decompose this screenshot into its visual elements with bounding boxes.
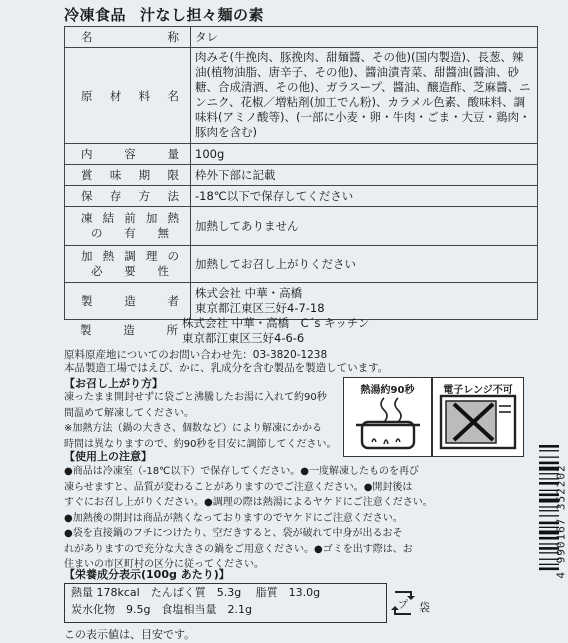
factory-name: 株式会社 中華・高橋 C´s キッチン [182, 316, 370, 330]
spec-row-cooking-needed [65, 246, 538, 283]
spec-value: タレ [191, 27, 538, 48]
nutrition-line: 熱量 178kcal たんぱく質 5.3g 脂質 13.0g [71, 586, 321, 599]
caution-line: ●袋を直接鍋のフチにつけたり、空だきすると、袋が破れて中身が出るおそ [64, 528, 403, 539]
caution-line: れがありますので充分な大きさの鍋をご用意ください。●ゴミを出す際は、お [64, 543, 413, 555]
label-header [64, 4, 264, 25]
factory-value [182, 316, 369, 346]
barcode [539, 443, 568, 603]
caution-line: ●商品は冷凍室（-18℃以下）で保存してください。●一度解凍したものを再び [64, 466, 420, 477]
factory-address: 東京都江東区三好4-6-6 [182, 331, 305, 345]
boil-caption: 熱湯約90秒 [360, 385, 415, 396]
spec-row-storage [65, 186, 538, 207]
spec-value: 100g [191, 144, 538, 165]
spec-label: 内容量 [65, 144, 191, 165]
spec-row-volume [65, 144, 538, 165]
howto-line: 間温めて解凍してください。 [64, 407, 194, 419]
microwave-caption: 電子レンジ不可 [443, 385, 513, 396]
boiling-pot-icon [344, 378, 431, 456]
caution-title: 【使用上の注意】 [64, 450, 152, 463]
nutrition-box [64, 583, 387, 623]
spec-label-line: 必要性 [91, 264, 170, 278]
caution-line: すぐにお召し上がりください。●調理の際は熱湯によるヤケドにご注意ください。 [64, 497, 433, 508]
spec-value [191, 283, 538, 320]
spec-value: 枠外下部に記載 [191, 165, 538, 186]
spec-label: 保存方法 [65, 186, 191, 207]
spec-label [65, 207, 191, 246]
spec-label: 原材料名 [65, 48, 191, 144]
howto-title: 【お召し上がり方】 [64, 377, 163, 390]
spec-row-preheated [65, 207, 538, 246]
spec-label [65, 246, 191, 283]
allergen-notice: 本品製造工場ではえび、かに、乳成分を含む製品を製造しています。 [64, 362, 389, 374]
spec-row-manufacturer [65, 283, 538, 320]
product-name: 汁なし担々麺の素 [140, 6, 265, 24]
spec-label-line: 凍結前加熱 [81, 211, 180, 225]
spec-row-ingredients [65, 48, 538, 144]
howto-line: 凍ったまま開封せずに袋ごと沸騰したお湯に入れて約90秒 [64, 392, 327, 403]
spec-value: 加熱してお召し上がりください [191, 246, 538, 283]
footer-note: この表示値は、目安です。 [64, 628, 196, 641]
origin-info [64, 349, 388, 375]
spec-label-line: 加熱調理の [81, 249, 180, 263]
spec-label: 賞味期限 [65, 165, 191, 186]
recycle-plastic-icon [389, 588, 417, 618]
spec-row-name [65, 27, 538, 48]
barcode-digits: 4 990167 352202 [554, 464, 568, 579]
spec-row-best-before [65, 165, 538, 186]
microwave-prohibited-icon [433, 378, 523, 456]
boil-icon-box [343, 377, 432, 457]
spec-value: 肉みそ(牛挽肉、豚挽肉、甜麺醬、その他)(国内製造)、長葱、辣油(植物油脂、唐辛子、その他)、醬油漬青菜、甜醬油(醬油、砂糖、合成清酒、その他)、ガラスープ、醬油、醸造酢、芝麻醬、ニンニク、花椒／増粘剤(加工でん粉)、カラメル色素、酸味料、調味料(アミノ酸等)、(一部に小麦・卵・牛肉・ごま・大豆・鶏肉・豚肉を含む) [191, 48, 538, 144]
recycle-label: 袋 [419, 601, 430, 614]
manufacturer-address: 東京都江東区三好4-7-18 [195, 301, 325, 315]
caution-line: 凍らせますと、品質が変わることがありますのでご注意ください。●開封後は [64, 481, 413, 493]
microwave-icon-box [432, 377, 524, 457]
spec-label: 名 称 [65, 27, 191, 48]
caution-line: 住まいの市区町村の区分に従ってください。 [64, 559, 264, 570]
spec-value: -18℃以下で保存してください [191, 186, 538, 207]
spec-value: 加熱してありません [191, 207, 538, 246]
category-text: 冷凍食品 [64, 6, 127, 24]
howto-text [64, 390, 337, 452]
spec-label: 製造者 [65, 283, 191, 320]
origin-contact: 原料原産地についてのお問い合わせ先：03-3820-1238 [64, 349, 328, 361]
manufacturer-name: 株式会社 中華・高橋 [195, 286, 303, 300]
factory-label: 製造所 [80, 323, 179, 337]
spec-table [64, 26, 538, 320]
caution-text [64, 464, 433, 573]
svg-text:プ: プ [398, 600, 408, 611]
spec-label-line: の有無 [91, 226, 170, 240]
howto-line: 時間は異なりますので、約90秒を目安に調節してください。 [64, 438, 337, 450]
caution-line: ●加熱後の開封は商品が熱くなっておりますのでヤケドにご注意ください。 [64, 512, 403, 524]
nutrition-title: 【栄養成分表示(100g あたり)】 [64, 568, 230, 581]
nutrition-line: 炭水化物 9.5g 食塩相当量 2.1g [71, 603, 252, 616]
howto-line: ※加熱方法（鍋の大きさ、個数など）により解凍にかかる [64, 423, 322, 434]
